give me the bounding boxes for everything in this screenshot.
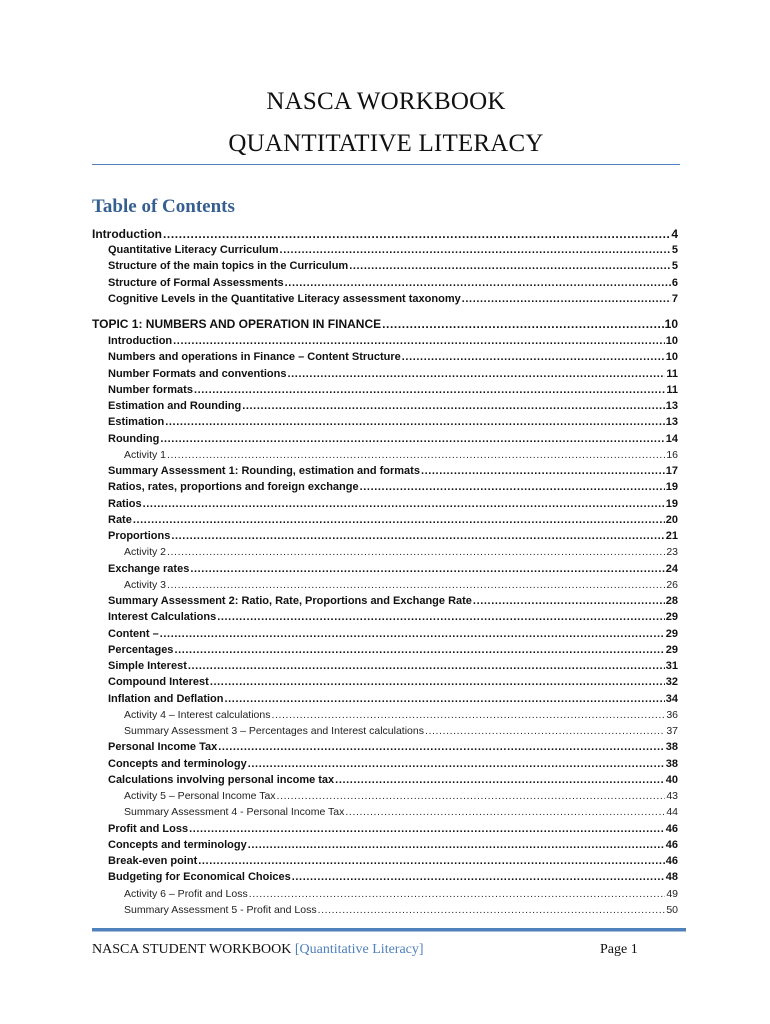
toc-entry-page: 46 xyxy=(665,838,678,851)
toc-entry-label: Cognitive Levels in the Quantitative Literacy assessment taxonomy xyxy=(108,292,461,305)
toc-dot-leader xyxy=(287,366,665,382)
toc-entry-page: 32 xyxy=(665,676,678,689)
toc-entry[interactable] xyxy=(92,674,678,690)
toc-entry[interactable] xyxy=(92,869,678,885)
toc-dot-leader xyxy=(143,496,665,512)
toc-entry-label: Proportions xyxy=(108,530,171,542)
toc-dot-leader xyxy=(160,626,665,642)
toc-dot-leader xyxy=(318,902,666,918)
toc-entry[interactable] xyxy=(92,479,678,495)
toc-entry-page: 38 xyxy=(665,741,678,754)
toc-entry-label: Budgeting for Economical Choices xyxy=(108,871,291,884)
toc-entry-page: 20 xyxy=(665,513,678,526)
footer-divider-shadow xyxy=(92,931,686,932)
toc-entry-label: Personal Income Tax xyxy=(108,741,218,754)
toc-entry[interactable] xyxy=(92,658,678,674)
toc-entry[interactable] xyxy=(92,291,678,307)
toc-dot-leader xyxy=(462,291,671,307)
toc-dot-leader xyxy=(198,853,665,869)
toc-entry[interactable] xyxy=(92,512,678,528)
toc-entry[interactable] xyxy=(92,707,678,723)
toc-dot-leader xyxy=(171,528,664,544)
toc-entry-label: Rate xyxy=(108,513,132,526)
toc-entry[interactable] xyxy=(92,349,678,365)
toc-entry-page: 46 xyxy=(665,822,678,835)
toc-topic-entry[interactable] xyxy=(92,316,678,333)
toc-dot-leader xyxy=(210,674,665,690)
toc-entry-page: 17 xyxy=(665,465,678,477)
toc-entry[interactable] xyxy=(92,258,678,274)
toc-entry-page: 50 xyxy=(666,903,678,916)
toc-entry-page: 28 xyxy=(665,595,678,607)
toc-dot-leader xyxy=(217,609,665,625)
toc-entry[interactable] xyxy=(92,788,678,804)
toc-entry-label: Estimation xyxy=(108,416,165,429)
toc-entry-page: 11 xyxy=(666,367,678,380)
toc-entry[interactable] xyxy=(92,642,678,658)
toc-entry[interactable] xyxy=(92,226,678,242)
toc-entry-page: 29 xyxy=(665,643,678,656)
toc-entry[interactable] xyxy=(92,837,678,853)
toc-entry[interactable] xyxy=(92,853,678,869)
toc-dot-leader xyxy=(165,414,665,430)
toc-entry-page: 11 xyxy=(666,383,678,396)
toc-entry-label: Percentages xyxy=(108,643,174,656)
toc-entry-page: 38 xyxy=(665,757,678,770)
toc-dot-leader xyxy=(402,349,665,365)
toc-entry-page: 7 xyxy=(671,292,678,305)
toc-dot-leader xyxy=(242,398,665,414)
toc-entry-page: 26 xyxy=(666,578,678,591)
toc-entry-label: Numbers and operations in Finance – Content Structure xyxy=(108,351,401,364)
toc-dot-leader xyxy=(421,463,665,479)
toc-dot-leader xyxy=(425,723,665,739)
toc-entry-label: Ratios xyxy=(108,497,142,510)
toc-dot-leader xyxy=(194,382,665,398)
toc-entry-label: Summary Assessment 1: Rounding, estimation and formats xyxy=(108,465,420,477)
toc-entry-page: 10 xyxy=(664,317,678,331)
toc-entry-label: Ratios, rates, proportions and foreign exchange xyxy=(108,481,359,494)
toc-entry-label: Summary Assessment 2: Ratio, Rate, Proportions and Exchange Rate xyxy=(108,595,472,607)
toc-entry-page: 23 xyxy=(666,546,678,559)
toc-entry-label: Introduction xyxy=(108,335,173,347)
toc-dot-leader xyxy=(225,691,665,707)
toc-dot-leader xyxy=(345,804,665,820)
toc-entry-page: 16 xyxy=(666,448,678,461)
toc-dot-leader xyxy=(277,788,666,804)
toc-dot-leader xyxy=(188,658,665,674)
toc-heading: Table of Contents xyxy=(92,196,235,217)
toc-entry-label: Structure of Formal Assessments xyxy=(108,276,284,289)
toc-entry[interactable] xyxy=(92,593,678,609)
toc-entry-page: 37 xyxy=(666,725,678,737)
toc-entry[interactable] xyxy=(92,902,678,918)
toc-entry-label: Estimation and Rounding xyxy=(108,400,242,412)
toc-entry-label: Interest Calculations xyxy=(108,611,217,624)
title-divider xyxy=(92,164,680,165)
toc-dot-leader xyxy=(160,431,664,447)
toc-dot-leader xyxy=(248,756,665,772)
toc-entry-label: Activity 5 – Personal Income Tax xyxy=(124,790,276,802)
toc-dot-leader xyxy=(167,544,665,560)
toc-entry-page: 19 xyxy=(665,497,678,510)
toc-entry[interactable] xyxy=(92,772,678,788)
toc-entry[interactable] xyxy=(92,382,678,398)
toc-entry-label: Quantitative Literacy Curriculum xyxy=(108,244,279,256)
toc-entry-label: Summary Assessment 5 - Profit and Loss xyxy=(124,903,317,916)
toc-entry-label: Exchange rates xyxy=(108,562,190,575)
toc-entry-page: 5 xyxy=(671,260,678,273)
table-of-contents xyxy=(92,226,678,918)
toc-entry-page: 13 xyxy=(665,400,678,412)
toc-entry-page: 48 xyxy=(665,871,678,884)
toc-entry-label: Concepts and terminology xyxy=(108,757,247,770)
toc-entry[interactable] xyxy=(92,414,678,430)
toc-entry-page: 40 xyxy=(665,773,678,786)
toc-entry-page: 13 xyxy=(665,416,678,429)
toc-entry-label: Activity 3 xyxy=(124,578,167,591)
toc-dot-leader xyxy=(280,242,671,258)
toc-dot-leader xyxy=(190,561,664,577)
toc-entry-label: Summary Assessment 3 – Percentages and Interest calculations xyxy=(124,725,424,737)
toc-entry[interactable] xyxy=(92,691,678,707)
toc-dot-leader xyxy=(382,316,664,333)
toc-dot-leader xyxy=(173,333,665,349)
toc-entry-page: 34 xyxy=(665,692,678,705)
toc-entry-page: 29 xyxy=(665,627,678,640)
toc-entry[interactable] xyxy=(92,447,678,463)
toc-entry-page: 14 xyxy=(665,432,678,445)
toc-entry[interactable] xyxy=(92,577,678,593)
toc-entry[interactable] xyxy=(92,804,678,820)
toc-entry-page: 46 xyxy=(665,855,678,867)
toc-entry-label: Content – xyxy=(108,627,159,640)
toc-entry-page: 44 xyxy=(666,806,678,819)
toc-entry-page: 6 xyxy=(671,276,678,289)
toc-entry[interactable] xyxy=(92,756,678,772)
page-number: Page 1 xyxy=(600,942,638,957)
toc-entry-label: Compound Interest xyxy=(108,676,209,689)
footer-subtitle: [Quantitative Literacy] xyxy=(294,942,424,957)
document-title-line-1: NASCA WORKBOOK xyxy=(266,88,506,115)
toc-entry-label: Concepts and terminology xyxy=(108,838,247,851)
toc-dot-leader xyxy=(360,479,665,495)
toc-entry-label: Calculations involving personal income tax xyxy=(108,773,335,786)
toc-entry-page: 24 xyxy=(665,562,678,575)
toc-entry-label: Number Formats and conventions xyxy=(108,367,287,380)
toc-entry-page: 21 xyxy=(665,530,678,542)
footer-workbook-title: NASCA STUDENT WORKBOOK xyxy=(92,942,292,957)
toc-entry-page: 29 xyxy=(665,611,678,624)
toc-entry[interactable] xyxy=(92,242,678,258)
toc-entry-label: Rounding xyxy=(108,432,160,445)
toc-dot-leader xyxy=(349,258,671,274)
toc-dot-leader xyxy=(133,512,665,528)
toc-entry-label: Activity 6 – Profit and Loss xyxy=(124,887,248,900)
toc-dot-leader xyxy=(218,739,665,755)
toc-entry-page: 49 xyxy=(666,887,678,900)
toc-entry[interactable] xyxy=(92,626,678,642)
toc-entry-label: Profit and Loss xyxy=(108,822,189,835)
toc-entry[interactable] xyxy=(92,496,678,512)
toc-dot-leader xyxy=(167,447,665,463)
toc-dot-leader xyxy=(285,275,671,291)
toc-entry-label: Activity 4 – Interest calculations xyxy=(124,708,271,721)
toc-entry-page: 10 xyxy=(665,351,678,364)
toc-entry-page: 36 xyxy=(666,708,678,721)
toc-entry[interactable] xyxy=(92,544,678,560)
footer-title xyxy=(92,942,424,958)
toc-entry-label: Activity 1 xyxy=(124,448,167,461)
toc-entry-label: Structure of the main topics in the Curriculum xyxy=(108,260,349,273)
toc-dot-leader xyxy=(335,772,665,788)
toc-entry[interactable] xyxy=(92,739,678,755)
toc-entry-page: 4 xyxy=(671,227,678,241)
toc-dot-leader xyxy=(163,226,670,242)
toc-dot-leader xyxy=(292,869,665,885)
toc-dot-leader xyxy=(189,821,665,837)
toc-entry[interactable] xyxy=(92,886,678,902)
toc-dot-leader xyxy=(473,593,665,609)
document-title-line-2: QUANTITATIVE LITERACY xyxy=(228,130,544,157)
toc-entry[interactable] xyxy=(92,463,678,479)
toc-entry-label: Break-even point xyxy=(108,855,198,867)
toc-dot-leader xyxy=(174,642,664,658)
toc-entry-page: 43 xyxy=(666,790,678,802)
toc-entry-page: 19 xyxy=(665,481,678,494)
toc-entry[interactable] xyxy=(92,609,678,625)
toc-dot-leader xyxy=(248,837,665,853)
toc-entry-label: Simple Interest xyxy=(108,660,187,672)
toc-dot-leader xyxy=(249,886,666,902)
toc-dot-leader xyxy=(167,577,665,593)
toc-entry[interactable] xyxy=(92,821,678,837)
toc-entry-page: 10 xyxy=(665,335,678,347)
toc-entry-label: Activity 2 xyxy=(124,546,167,559)
toc-entry[interactable] xyxy=(92,528,678,544)
toc-entry[interactable] xyxy=(92,275,678,291)
toc-entry-label: Inflation and Deflation xyxy=(108,692,224,705)
toc-entry[interactable] xyxy=(92,723,678,739)
toc-entry-label: Number formats xyxy=(108,383,193,396)
toc-entry-page: 31 xyxy=(665,660,678,672)
toc-entry-label: TOPIC 1: NUMBERS AND OPERATION IN FINANCE xyxy=(92,317,382,331)
toc-entry-label: Introduction xyxy=(92,227,162,241)
toc-entry-label: Summary Assessment 4 - Personal Income Tax xyxy=(124,806,345,819)
toc-entry[interactable] xyxy=(92,366,678,382)
toc-dot-leader xyxy=(271,707,665,723)
toc-entry[interactable] xyxy=(92,431,678,447)
toc-entry[interactable] xyxy=(92,333,678,349)
toc-entry-page: 5 xyxy=(671,244,678,256)
toc-entry[interactable] xyxy=(92,561,678,577)
toc-entry[interactable] xyxy=(92,398,678,414)
